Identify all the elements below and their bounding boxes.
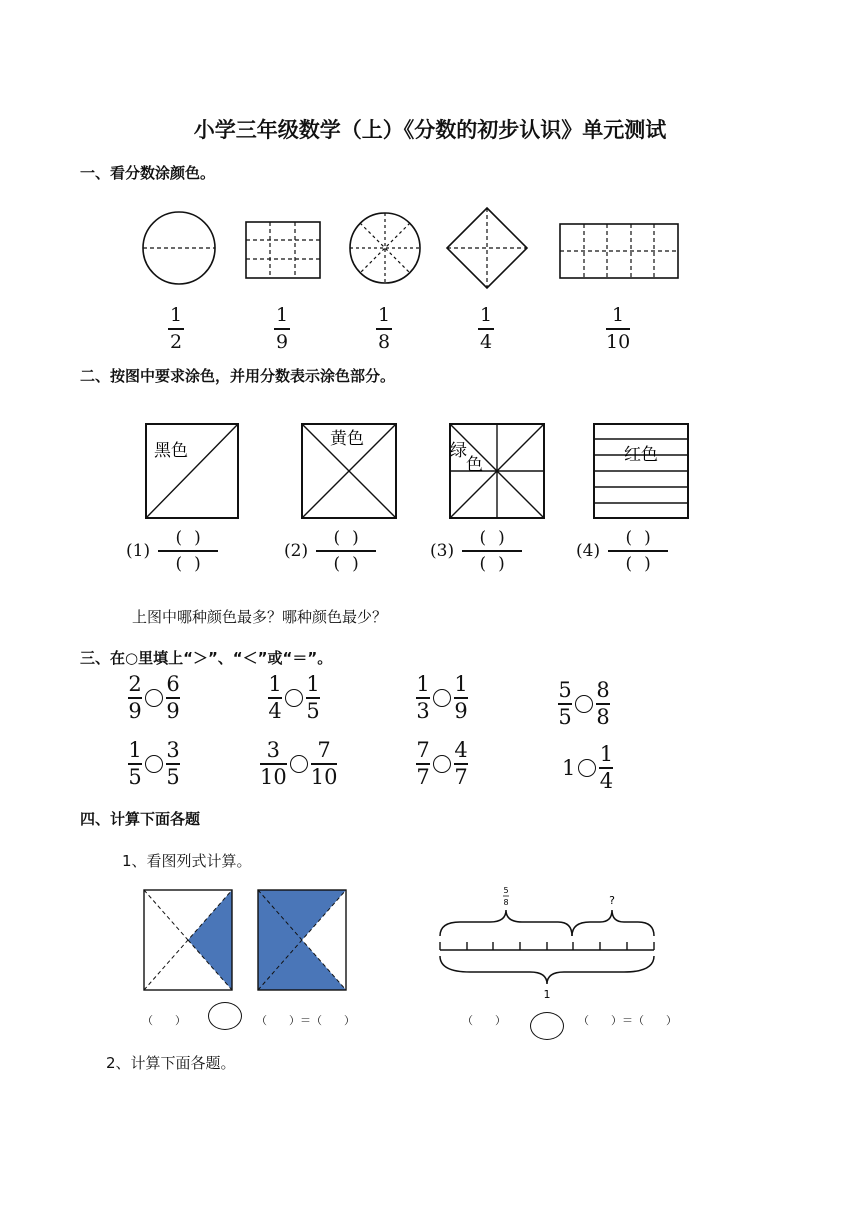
label-green-b: 色 xyxy=(466,455,483,475)
top-left-num: 5 xyxy=(503,886,509,895)
answer-blank-4[interactable]: (4) () () xyxy=(576,528,668,574)
compare-circle[interactable] xyxy=(145,755,163,773)
compare-circle[interactable] xyxy=(145,689,163,707)
rectangle-tenths-icon[interactable] xyxy=(560,224,678,278)
compare-item[interactable]: $\frac{1}{4}$ $\frac{1}{5}$ xyxy=(268,672,320,723)
square-red-stripes[interactable] xyxy=(594,424,688,518)
calc2-operator-circle[interactable] xyxy=(530,1012,564,1040)
section2-question: 上图中哪种颜色最多？哪种颜色最少？ xyxy=(132,608,388,626)
rectangle-ninths-icon[interactable] xyxy=(246,222,320,278)
answer-blank-1[interactable]: (1) () () xyxy=(126,528,218,574)
compare-circle[interactable] xyxy=(433,689,451,707)
circle-eighths-icon[interactable] xyxy=(350,213,420,283)
section1-shapes xyxy=(130,200,690,290)
calc2-blank-left[interactable]: （ ） xyxy=(462,1014,506,1027)
label-yellow: 黄色 xyxy=(330,429,364,449)
section4-sub2: 2、计算下面各题。 xyxy=(106,1054,236,1072)
fraction-1-4: 1 4 xyxy=(479,304,493,353)
section2-heading: 二、按图中要求涂色，并用分数表示涂色部分。 xyxy=(80,367,396,385)
compare-item[interactable]: $\frac{2}{9}$ $\frac{6}{9}$ xyxy=(128,672,180,723)
section1-heading: 一、看分数涂颜色。 xyxy=(80,164,216,182)
square-three-quarters-shaded[interactable] xyxy=(258,890,346,990)
compare-item[interactable]: $\frac{5}{5}$ $\frac{8}{8}$ xyxy=(558,678,610,729)
calc1-blank-right[interactable]: （ ）＝（ ） xyxy=(256,1014,355,1027)
compare-circle[interactable] xyxy=(433,755,451,773)
square-one-quarter-shaded[interactable] xyxy=(144,890,232,990)
compare-item[interactable]: $\frac{1}{5}$ $\frac{3}{5}$ xyxy=(128,738,180,789)
answer-blank-2[interactable]: (2) () () xyxy=(284,528,376,574)
calc1-operator-circle[interactable] xyxy=(208,1002,242,1030)
fraction-1-10: 1 10 xyxy=(606,304,631,353)
number-line-diagram xyxy=(430,884,666,1006)
page-title: 小学三年级数学（上）《分数的初步认识》单元测试 xyxy=(193,118,667,142)
square-green-eighths[interactable] xyxy=(450,424,544,518)
compare-circle[interactable] xyxy=(290,755,308,773)
compare-item[interactable]: $\frac{7}{7}$ $\frac{4}{7}$ xyxy=(416,738,468,789)
label-black: 黑色 xyxy=(154,441,188,461)
square-black-diagonal[interactable] xyxy=(146,424,238,518)
compare-circle[interactable] xyxy=(578,759,596,777)
compare-circle[interactable] xyxy=(575,695,593,713)
compare-item[interactable]: 1 $\frac{1}{4}$ xyxy=(562,742,614,793)
calc-squares xyxy=(140,886,360,998)
top-left-den: 8 xyxy=(503,898,509,907)
answer-blank-3[interactable]: (3) () () xyxy=(430,528,522,574)
compare-item[interactable]: $\frac{3}{10}$ $\frac{7}{10}$ xyxy=(260,738,338,789)
label-green-a: 绿 xyxy=(450,441,467,461)
compare-item[interactable]: $\frac{1}{3}$ $\frac{1}{9}$ xyxy=(416,672,468,723)
fraction-1-9: 1 9 xyxy=(275,304,289,353)
section2-squares xyxy=(140,418,700,524)
circle-halved-icon[interactable] xyxy=(143,212,215,284)
fraction-1-2: 1 2 xyxy=(169,304,183,353)
diamond-quarters-icon[interactable] xyxy=(447,208,527,288)
bottom-label-one: 1 xyxy=(543,988,551,1001)
section4-heading: 四、计算下面各题 xyxy=(80,810,201,828)
section4-sub1: 1、看图列式计算。 xyxy=(122,852,252,870)
label-red: 红色 xyxy=(624,445,658,465)
section3-heading: 三、在○里填上“＞”、“＜”或“＝”。 xyxy=(80,649,333,667)
calc2-blank-right[interactable]: （ ）＝（ ） xyxy=(578,1014,677,1027)
calc1-blank-left[interactable]: （ ） xyxy=(142,1014,186,1027)
top-right-question: ? xyxy=(609,894,615,907)
compare-circle[interactable] xyxy=(285,689,303,707)
fraction-1-8: 1 8 xyxy=(377,304,391,353)
